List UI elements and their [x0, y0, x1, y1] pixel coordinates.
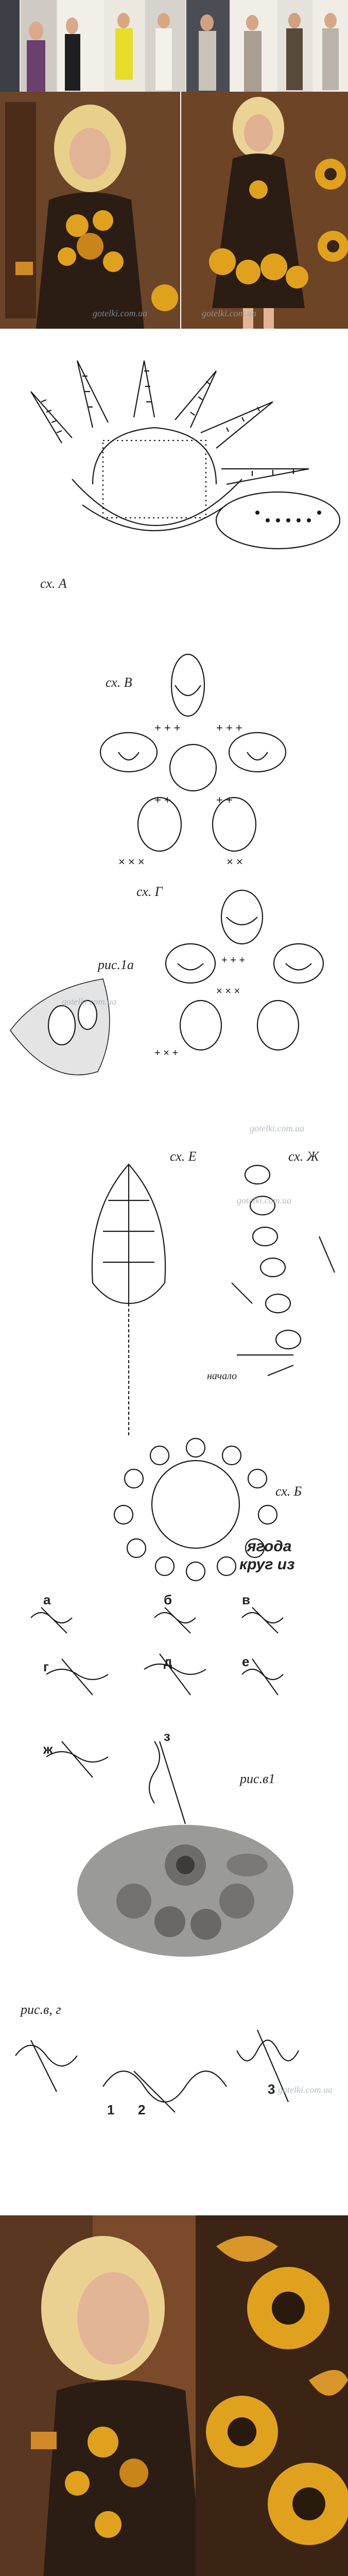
scheme-v-label: сх. В: [106, 675, 132, 690]
step-3-label: 3: [268, 2081, 275, 2097]
scheme-g-label: сх. Г: [136, 884, 163, 899]
step-a-label: а: [43, 1592, 51, 1607]
fig-b1-label: рис.в1: [240, 1771, 275, 1786]
watermark: gotelki.com.ua: [62, 996, 116, 1007]
dress-photo-left: [0, 92, 180, 329]
step-1-label: 1: [107, 2102, 115, 2117]
scheme-e-leaf-chart: [67, 1149, 221, 1437]
runway-photos: [0, 0, 348, 92]
svg-text:+ + +: + + +: [154, 721, 181, 734]
step-e-label: е: [242, 1654, 250, 1669]
step-g-label: г: [43, 1659, 49, 1674]
svg-text:× × ×: × × ×: [118, 855, 145, 866]
step-z-label: з: [164, 1728, 170, 1744]
scheme-e-label: сх. Е: [170, 1149, 197, 1164]
berry-ring-label: круг из: [239, 1556, 295, 1573]
svg-text:+ +: + +: [154, 793, 171, 806]
fig-1a-leaf-chart: [0, 969, 154, 1092]
berry-label: ягода: [247, 1538, 292, 1555]
fig-vg-label: рис.в, г: [21, 2002, 61, 2017]
crochet-flowers-photo: [77, 1824, 293, 1958]
scheme-a-sunflower-chart: [0, 350, 348, 639]
watermark: gotelki.com.ua: [93, 308, 147, 318]
scheme-b-berry-ring-chart: [88, 1432, 335, 1587]
stitch-steps-diagram: [0, 1587, 348, 1844]
svg-text:+ × +: + × +: [154, 1047, 179, 1059]
step-2-label: 2: [138, 2102, 146, 2117]
dress-photo-right: [181, 92, 348, 329]
watermark: gotelki.com.ua: [202, 308, 256, 318]
svg-text:× × ×: × × ×: [216, 986, 240, 997]
step-zh-label: ж: [43, 1741, 53, 1757]
svg-text:× ×: × ×: [227, 855, 243, 866]
scheme-b-label: сх. Б: [275, 1484, 302, 1499]
model-in-crochet-dress: [0, 92, 180, 329]
fig-vg-stitch-diagram: [0, 2009, 348, 2154]
watermark: gotelki.com.ua: [250, 1123, 304, 1133]
step-b-label: б: [164, 1592, 172, 1607]
fig-1a-label: рис.1а: [98, 957, 134, 972]
model-full-length-dress: [181, 92, 348, 329]
svg-text:+ +: + +: [216, 793, 233, 806]
svg-text:+ + +: + + +: [216, 721, 242, 734]
runway-thumbnail-strip: [0, 0, 348, 92]
start-label: начало: [207, 1370, 237, 1382]
scheme-a-label: сх. А: [40, 576, 67, 591]
watermark: gotelki.com.ua: [237, 1195, 291, 1206]
watermark: gotelki.com.ua: [278, 2084, 333, 2095]
svg-text:+ + +: + + +: [221, 955, 246, 966]
step-d-label: д: [164, 1654, 172, 1669]
scheme-v-flower-chart: [0, 649, 348, 866]
step-v-label: в: [242, 1592, 250, 1607]
scheme-zh-label: сх. Ж: [288, 1149, 319, 1164]
model-closeup-sunflowers: [0, 2215, 348, 2576]
crochet-motifs-sample: [77, 1824, 293, 1958]
dress-closeup-photo: [0, 2215, 348, 2576]
